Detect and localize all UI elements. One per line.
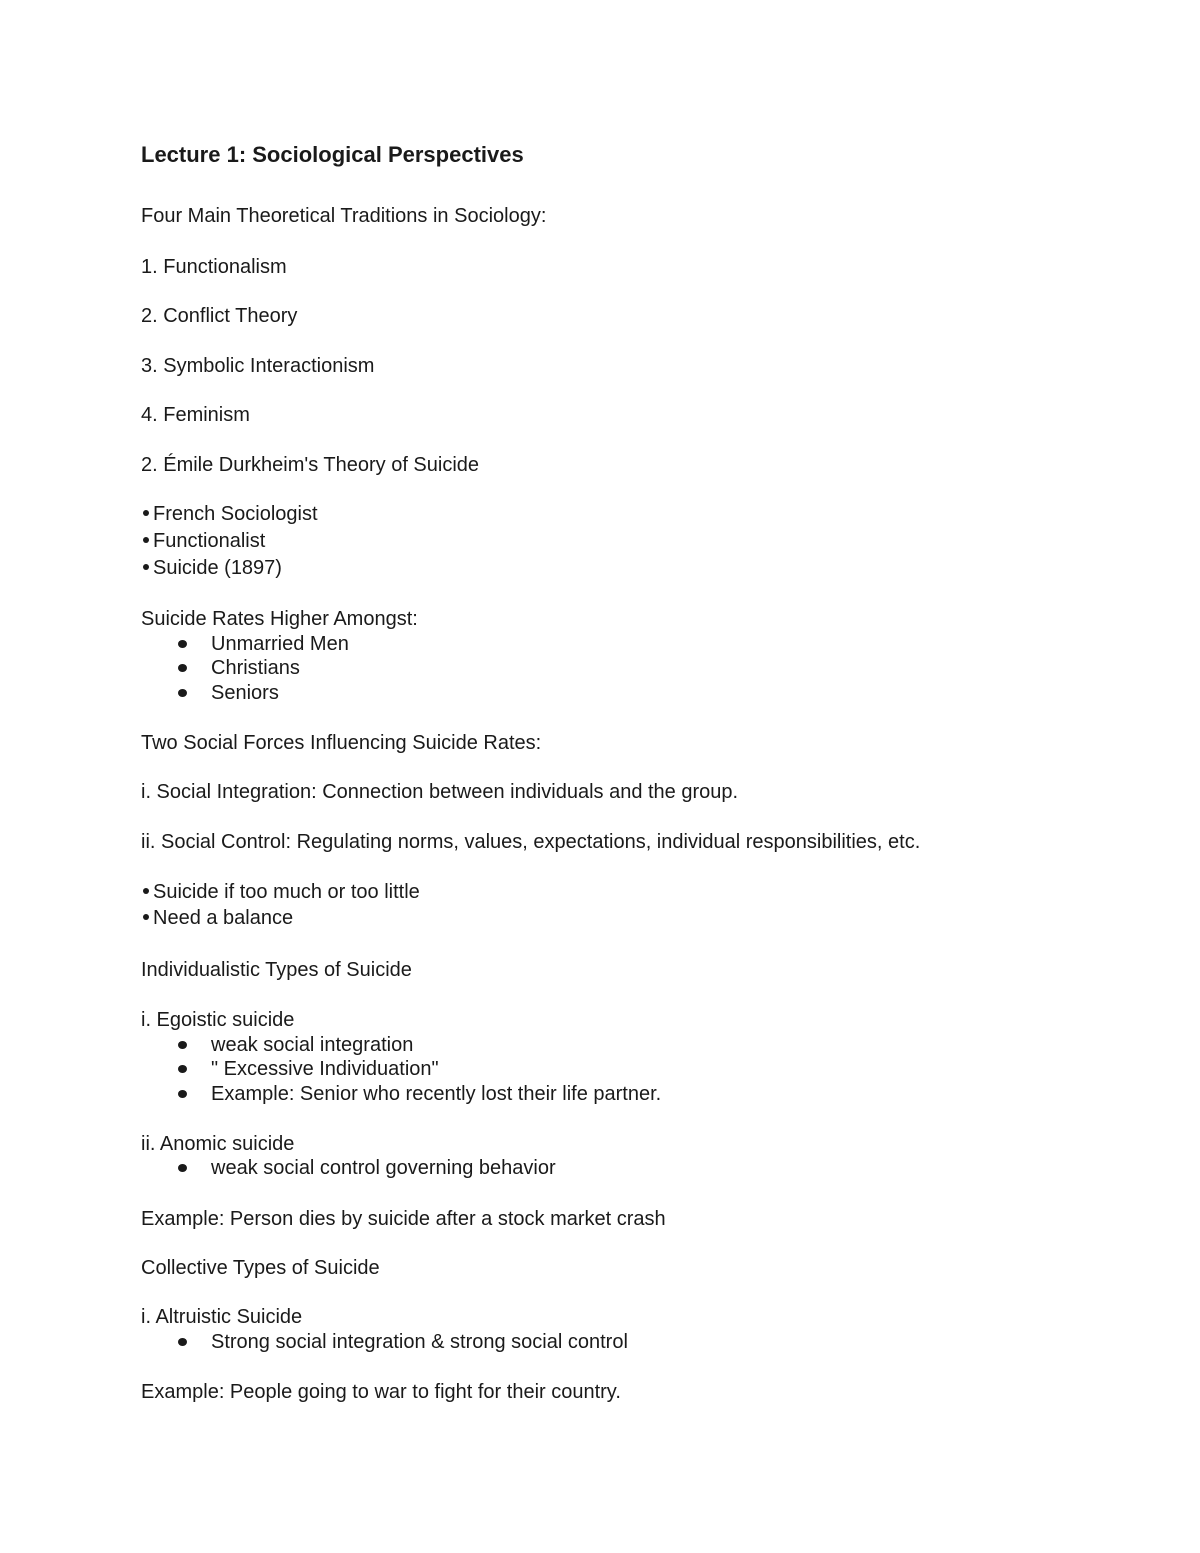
altruistic-heading: i. Altruistic Suicide: [141, 1306, 303, 1328]
page-title: Lecture 1: Sociological Perspectives: [141, 142, 524, 167]
tradition-item: 4. Feminism: [141, 404, 250, 426]
balance-bullet: Need a balance: [141, 906, 293, 930]
durkheim-bullet: French Sociologist: [141, 502, 318, 526]
durkheim-bullet: Functionalist: [141, 529, 265, 553]
bullet-icon: [178, 640, 187, 648]
anomic-item: weak social control governing behavior: [211, 1157, 556, 1179]
bullet-icon: [178, 664, 187, 672]
altruistic-example: Example: People going to war to fight for their country.: [141, 1381, 621, 1403]
rates-heading: Suicide Rates Higher Amongst:: [141, 608, 418, 630]
rates-item: Unmarried Men: [211, 633, 349, 655]
rates-item: Seniors: [211, 682, 279, 704]
bullet-icon: [178, 1338, 187, 1346]
bullet-icon: [178, 1090, 187, 1098]
anomic-heading: ii. Anomic suicide: [141, 1133, 295, 1155]
collective-heading: Collective Types of Suicide: [141, 1257, 380, 1279]
force-integration: i. Social Integration: Connection between individuals and the group.: [141, 781, 739, 803]
balance-bullet: Suicide if too much or too little: [141, 880, 420, 904]
tradition-item: 2. Conflict Theory: [141, 305, 298, 327]
bullet-icon: [178, 1041, 187, 1049]
egoistic-item: Example: Senior who recently lost their life partner.: [211, 1083, 662, 1105]
egoistic-heading: i. Egoistic suicide: [141, 1009, 295, 1031]
durkheim-heading: 2. Émile Durkheim's Theory of Suicide: [141, 454, 480, 476]
bullet-icon: [178, 1065, 187, 1073]
egoistic-item: weak social integration: [211, 1034, 414, 1056]
tradition-item: 1. Functionalism: [141, 256, 287, 278]
durkheim-bullet: Suicide (1897): [141, 556, 282, 580]
tradition-item: 3. Symbolic Interactionism: [141, 355, 375, 377]
individualistic-heading: Individualistic Types of Suicide: [141, 959, 412, 981]
altruistic-item: Strong social integration & strong social control: [211, 1331, 628, 1353]
intro-text: Four Main Theoretical Traditions in Sociology:: [141, 205, 547, 227]
bullet-icon: [178, 1164, 187, 1172]
anomic-example: Example: Person dies by suicide after a stock market crash: [141, 1208, 666, 1230]
force-control: ii. Social Control: Regulating norms, values, expectations, individual responsibilities, etc.: [141, 831, 921, 853]
forces-heading: Two Social Forces Influencing Suicide Rates:: [141, 732, 542, 754]
rates-item: Christians: [211, 657, 300, 679]
egoistic-item: " Excessive Individuation": [211, 1058, 439, 1080]
bullet-icon: [178, 689, 187, 697]
